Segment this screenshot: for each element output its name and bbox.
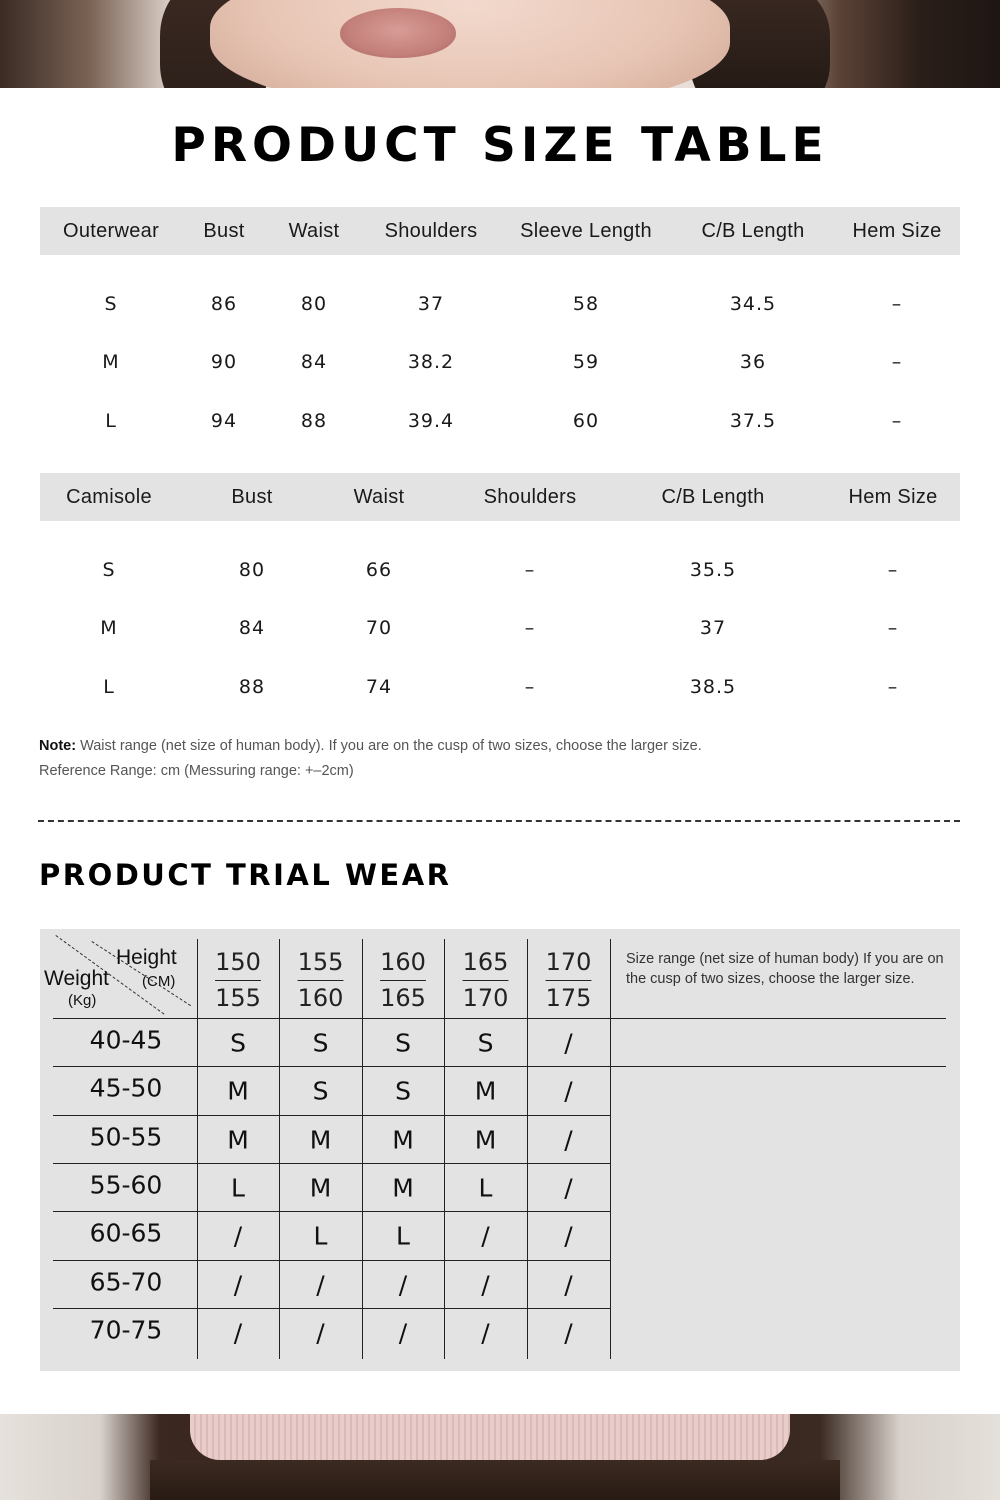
- page-title: PRODUCT SIZE TABLE: [171, 118, 829, 173]
- outerwear-cell: –: [891, 293, 903, 315]
- height-range-0: [215, 944, 261, 1016]
- grid-hline: [53, 1066, 946, 1067]
- size-cell: /: [481, 1318, 490, 1348]
- size-cell: /: [564, 1318, 573, 1348]
- size-cell: M: [474, 1125, 497, 1155]
- size-cell: S: [395, 1076, 411, 1106]
- size-cell: L: [231, 1173, 245, 1203]
- outerwear-cell: –: [891, 351, 903, 373]
- height-range-to: 170: [462, 984, 509, 1012]
- outerwear-cell: 94: [210, 410, 238, 432]
- camisole-cell: –: [524, 559, 536, 581]
- size-cell: M: [227, 1125, 249, 1155]
- size-cell: S: [230, 1028, 246, 1058]
- outerwear-cell: 90: [210, 351, 238, 373]
- pink-knit-top: [190, 1414, 790, 1460]
- height-range-4: [546, 944, 592, 1016]
- grid-vline: [362, 939, 363, 1359]
- height-range-to: 175: [545, 984, 592, 1012]
- outerwear-cell: L: [105, 410, 117, 432]
- outerwear-cell: 86: [210, 293, 238, 315]
- size-cell: /: [398, 1318, 408, 1348]
- camisole-header-4: C/B Length: [661, 486, 765, 508]
- grid-hline: [53, 1163, 610, 1164]
- weight-range: 45-50: [89, 1073, 163, 1103]
- model-photo-top: [0, 0, 1000, 88]
- outerwear-header-3: Shoulders: [384, 220, 478, 242]
- outerwear-cell: 60: [572, 410, 600, 432]
- outerwear-header-6: Hem Size: [852, 220, 942, 242]
- outerwear-table-header: [40, 207, 960, 255]
- camisole-header-2: Waist: [353, 486, 405, 508]
- outerwear-cell: 88: [300, 410, 328, 432]
- size-cell: L: [478, 1173, 493, 1203]
- outerwear-cell: 39.4: [407, 410, 455, 432]
- brown-bottom: [150, 1460, 840, 1500]
- size-cell: S: [312, 1076, 329, 1106]
- size-cell: /: [564, 1221, 573, 1251]
- height-label: Height: [116, 946, 177, 969]
- size-cell: /: [316, 1270, 325, 1300]
- weight-range: 60-65: [89, 1218, 163, 1248]
- weight-range: 65-70: [89, 1267, 163, 1297]
- height-range-to: 165: [380, 984, 426, 1012]
- camisole-cell: 38.5: [689, 676, 737, 698]
- grid-hline: [53, 1260, 610, 1261]
- camisole-header-1: Bust: [231, 486, 273, 508]
- grid-vline: [610, 939, 611, 1359]
- face: [210, 0, 730, 88]
- grid-hline: [53, 1308, 610, 1309]
- size-cell: /: [481, 1221, 490, 1251]
- outerwear-cell: 58: [572, 293, 600, 315]
- camisole-cell: S: [102, 559, 116, 581]
- height-range-2: [380, 944, 426, 1016]
- outerwear-cell: 37.5: [729, 410, 777, 432]
- trial-wear-table: [40, 929, 960, 1371]
- size-range-note: Size range (net size of human body) If you are on the cusp of two sizes, choose the larger size.: [626, 951, 944, 987]
- outerwear-cell: 34.5: [729, 293, 777, 315]
- camisole-cell: 37: [699, 617, 727, 639]
- height-range-from: 170: [545, 948, 592, 976]
- outerwear-cell: 84: [300, 351, 328, 373]
- lips: [340, 8, 456, 58]
- camisole-cell: 74: [365, 676, 393, 698]
- outerwear-header-0: Outerwear: [62, 220, 160, 242]
- weight-range: 40-45: [89, 1025, 163, 1055]
- section-divider: [38, 820, 960, 822]
- camisole-cell: 70: [365, 617, 393, 639]
- outerwear-cell: M: [102, 351, 120, 373]
- weight-unit: (Kg): [68, 992, 97, 1009]
- size-cell: /: [564, 1076, 573, 1106]
- weight-range: 50-55: [89, 1122, 163, 1152]
- camisole-cell: 66: [365, 559, 393, 581]
- size-cell: /: [481, 1270, 490, 1300]
- grid-hline: [53, 1211, 610, 1212]
- grid-vline: [444, 939, 445, 1359]
- grid-hline: [53, 1018, 946, 1019]
- size-cell: M: [309, 1173, 332, 1203]
- note-text: Waist range (net size of human body). If you are on the cusp of two sizes, choose the larger size.: [76, 738, 702, 754]
- size-cell: /: [564, 1028, 573, 1058]
- note-line-1: [39, 738, 702, 754]
- size-cell: /: [233, 1318, 243, 1348]
- outerwear-header-5: C/B Length: [701, 220, 805, 242]
- height-range-from: 165: [462, 948, 509, 976]
- camisole-header-3: Shoulders: [483, 486, 577, 508]
- size-cell: M: [392, 1173, 414, 1203]
- trial-wear-title: PRODUCT TRIAL WEAR: [39, 858, 452, 892]
- outerwear-cell: –: [891, 410, 903, 432]
- size-cell: /: [316, 1318, 325, 1348]
- camisole-cell: –: [524, 617, 536, 639]
- camisole-cell: 80: [238, 559, 266, 581]
- camisole-size-table: [40, 473, 960, 713]
- camisole-cell: –: [887, 559, 899, 581]
- outerwear-header-1: Bust: [203, 220, 245, 242]
- size-cell: L: [396, 1221, 410, 1251]
- height-unit: (CM): [142, 973, 176, 990]
- size-cell: S: [477, 1028, 494, 1058]
- size-cell: L: [313, 1221, 328, 1251]
- size-cell: M: [474, 1076, 497, 1106]
- camisole-header-0: Camisole: [66, 486, 152, 508]
- size-cell: M: [309, 1125, 332, 1155]
- outerwear-header-2: Waist: [288, 220, 340, 242]
- camisole-cell: –: [887, 676, 899, 698]
- size-cell: M: [227, 1076, 249, 1106]
- camisole-cell: M: [100, 617, 118, 639]
- size-cell: S: [312, 1028, 329, 1058]
- size-cell: /: [564, 1125, 573, 1155]
- grid-vline: [279, 939, 280, 1359]
- grid-vline: [527, 939, 528, 1359]
- grid-vline: [197, 939, 198, 1359]
- camisole-cell: –: [524, 676, 536, 698]
- camisole-cell: L: [103, 676, 115, 698]
- outerwear-cell: S: [104, 293, 118, 315]
- weight-range: 70-75: [89, 1315, 163, 1345]
- size-cell: /: [233, 1221, 243, 1251]
- height-range-from: 150: [215, 948, 261, 976]
- model-photo-bottom: [0, 1414, 1000, 1500]
- size-cell: /: [398, 1270, 408, 1300]
- outerwear-size-table: [40, 207, 960, 447]
- outerwear-cell: 38.2: [407, 351, 455, 373]
- size-cell: S: [395, 1028, 411, 1058]
- outerwear-header-4: Sleeve Length: [520, 220, 652, 242]
- camisole-cell: 35.5: [689, 559, 737, 581]
- size-cell: M: [392, 1125, 414, 1155]
- outerwear-cell: 80: [300, 293, 328, 315]
- height-range-to: 155: [215, 984, 261, 1012]
- size-cell: /: [233, 1270, 243, 1300]
- outerwear-cell: 36: [739, 351, 767, 373]
- height-range-from: 155: [297, 948, 344, 976]
- camisole-cell: 88: [238, 676, 266, 698]
- size-cell: /: [564, 1270, 573, 1300]
- height-range-1: [298, 944, 344, 1016]
- camisole-cell: 84: [238, 617, 266, 639]
- weight-range: 55-60: [89, 1170, 163, 1200]
- size-cell: /: [564, 1173, 573, 1203]
- camisole-header-5: Hem Size: [848, 486, 938, 508]
- grid-hline: [53, 1115, 610, 1116]
- weight-label: Weight: [44, 967, 109, 990]
- note-label: Note:: [39, 738, 77, 754]
- outerwear-cell: 59: [572, 351, 600, 373]
- outerwear-cell: 37: [417, 293, 445, 315]
- camisole-cell: –: [887, 617, 899, 639]
- height-range-3: [463, 944, 509, 1016]
- height-range-from: 160: [380, 948, 426, 976]
- height-range-to: 160: [297, 984, 344, 1012]
- note-line-2: Reference Range: cm (Messuring range: +–2cm): [39, 763, 354, 779]
